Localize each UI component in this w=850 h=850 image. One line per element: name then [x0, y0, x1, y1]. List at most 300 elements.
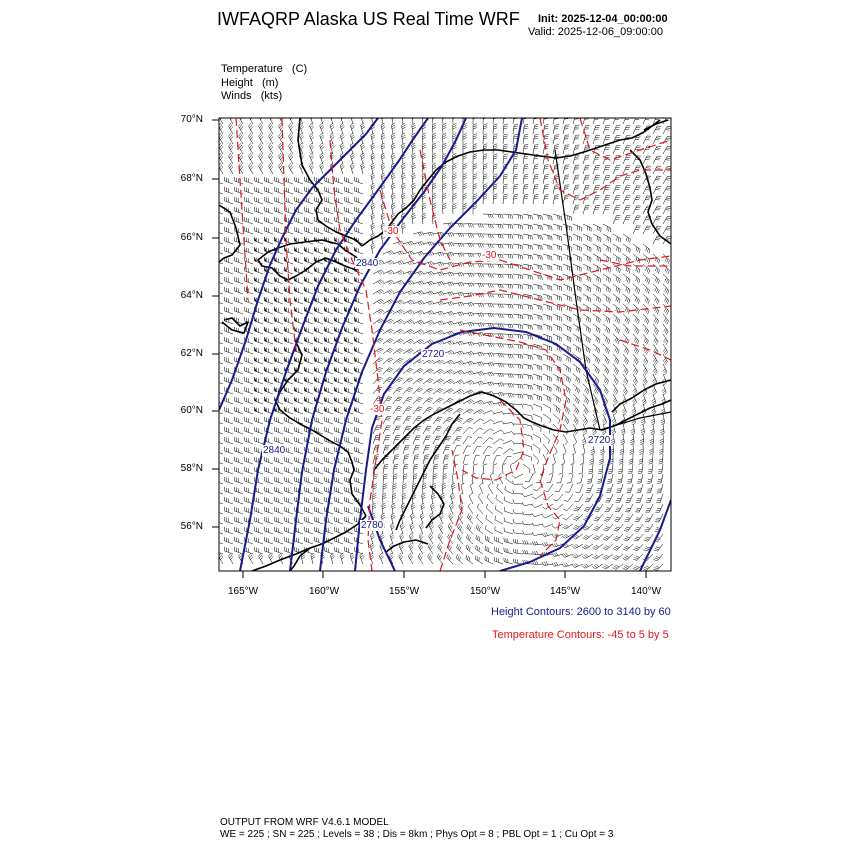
wind-barb-feather — [498, 314, 500, 318]
wind-barb-feather — [510, 265, 511, 269]
wind-barb-feather — [468, 303, 470, 307]
wind-barb-shaft — [423, 330, 431, 334]
wind-barb-feather — [544, 136, 548, 137]
wind-barb-feather — [408, 262, 411, 265]
wind-barb-feather — [412, 133, 416, 135]
wind-barb-shaft — [643, 146, 647, 154]
wind-barb-feather — [388, 379, 392, 380]
wind-barb-feather — [636, 372, 638, 375]
wind-barb-feather — [656, 238, 660, 239]
wind-barb-feather — [478, 343, 480, 346]
wind-barb-feather — [667, 168, 671, 169]
wind-barb-shaft — [523, 354, 532, 356]
wind-barb-feather — [398, 272, 401, 275]
wind-barb-feather — [490, 363, 492, 366]
wind-barb-feather — [620, 249, 621, 253]
wind-barb-shaft — [345, 271, 354, 274]
wind-barb-feather — [411, 290, 414, 293]
wind-barb-feather — [610, 228, 611, 232]
wind-barb-feather — [412, 113, 416, 115]
wind-barb-feather — [480, 244, 482, 248]
wind-barb-shaft — [633, 226, 637, 234]
wind-barb-shaft — [523, 224, 532, 226]
wind-barb-feather — [638, 248, 639, 252]
wind-barb-feather — [637, 299, 639, 303]
wind-barb-feather — [617, 237, 618, 241]
wind-barb-feather — [534, 196, 538, 197]
wind-barb-feather — [493, 168, 497, 169]
wind-barb-feather — [658, 280, 660, 284]
wind-barb-feather — [617, 319, 618, 323]
wind-barb-feather — [655, 362, 657, 365]
wind-barb-shaft — [653, 294, 659, 301]
wind-barb-shaft — [295, 181, 304, 184]
wind-barb-feather — [478, 353, 480, 356]
wind-barb-shaft — [442, 195, 443, 204]
wind-barb-feather — [250, 125, 253, 128]
wind-barb-shaft — [493, 363, 502, 364]
wind-barb-feather — [643, 368, 646, 371]
wind-barb-feather — [666, 190, 670, 191]
wind-barb-feather — [626, 297, 627, 301]
wind-barb-feather — [382, 237, 385, 239]
wind-barb-feather — [535, 174, 539, 175]
wind-barb-feather — [408, 302, 411, 305]
wind-barb-shaft — [573, 135, 576, 144]
wind-barb-feather — [498, 264, 499, 268]
wind-barb-feather — [607, 349, 609, 353]
wind-barb-feather — [289, 113, 292, 116]
wind-barb-feather — [458, 303, 460, 306]
wind-barb-feather — [389, 301, 392, 304]
wind-barb-feather — [518, 345, 519, 349]
wind-barb-feather — [544, 118, 548, 119]
wind-barb-feather — [460, 352, 463, 355]
wind-barb-feather — [468, 382, 471, 385]
wind-barb-shaft — [463, 233, 472, 234]
wind-barb-shaft — [473, 283, 482, 284]
wind-barb-feather — [483, 188, 487, 189]
wind-barb-feather — [534, 176, 538, 177]
wind-barb-feather — [597, 349, 598, 353]
wind-barb-feather — [418, 233, 420, 236]
wind-barb-feather — [428, 243, 430, 246]
wind-barb-shaft — [275, 301, 284, 304]
wind-barb-feather — [535, 114, 539, 115]
wind-barb-feather — [504, 176, 508, 177]
wind-barb-feather — [492, 343, 494, 347]
wind-barb-feather — [390, 348, 394, 350]
wind-barb-shaft — [613, 364, 619, 371]
wind-barb-feather — [657, 176, 661, 177]
wind-barb-feather — [494, 146, 498, 147]
wind-barb-feather — [450, 341, 453, 344]
wind-barb-feather — [565, 165, 569, 166]
wind-barb-feather — [299, 133, 302, 136]
wind-barb-feather — [618, 278, 619, 282]
wind-barb-feather — [430, 292, 433, 295]
wind-barb-shaft — [335, 211, 344, 214]
wind-barb-feather — [649, 260, 650, 264]
wind-barb-feather — [389, 261, 392, 264]
wind-barb-shaft — [513, 224, 522, 225]
wind-barb-shaft — [453, 370, 461, 374]
wind-barb-feather — [528, 245, 529, 249]
wind-barb-feather — [498, 304, 499, 308]
wind-barb-feather — [575, 387, 576, 391]
wind-barb-shaft — [383, 348, 390, 354]
wind-barb-feather — [598, 370, 600, 374]
wind-barb-shaft — [553, 374, 561, 378]
wind-barb-feather — [658, 260, 659, 264]
wind-barb-feather — [522, 365, 523, 369]
wind-barb-feather — [664, 370, 667, 373]
wind-barb-feather — [524, 144, 528, 145]
wind-barb-feather — [240, 165, 243, 168]
wind-barb-feather — [230, 135, 233, 138]
wind-barb-feather — [626, 237, 627, 241]
wind-barb-feather — [620, 259, 621, 263]
wind-barb-feather — [490, 274, 492, 278]
wind-barb-shaft — [225, 311, 234, 314]
wind-barb-shaft — [573, 115, 576, 124]
wind-barb-feather — [388, 252, 391, 255]
wind-barb-shaft — [623, 364, 628, 371]
wind-barb-feather — [440, 292, 443, 295]
wind-barb-feather — [321, 137, 324, 140]
wind-barb-shaft — [285, 211, 294, 214]
wind-barb-feather — [398, 262, 401, 265]
wind-barb-feather — [422, 157, 426, 159]
wind-barb-feather — [400, 339, 403, 341]
wind-barb-feather — [483, 144, 487, 145]
wind-barb-feather — [653, 379, 656, 382]
wind-barb-shaft — [275, 361, 284, 364]
wind-barb-shaft — [653, 176, 657, 184]
wind-barb-feather — [492, 333, 494, 337]
wind-barb-feather — [616, 317, 617, 321]
wind-barb-feather — [397, 331, 400, 333]
wind-barb-feather — [565, 187, 569, 188]
wind-barb-feather — [629, 300, 630, 304]
wind-barb-feather — [371, 215, 374, 217]
wind-barb-feather — [231, 147, 234, 150]
wind-barb-feather — [382, 215, 385, 217]
wind-barb-feather — [412, 153, 416, 155]
wind-barb-feather — [666, 269, 668, 273]
wind-barb-feather — [402, 167, 405, 169]
wind-barb-feather — [448, 323, 451, 326]
wind-barb-feather — [490, 304, 492, 308]
wind-barb-feather — [399, 350, 402, 352]
wind-barb-feather — [311, 127, 314, 130]
wind-barb-feather — [379, 367, 383, 369]
wind-barb-shaft — [310, 166, 314, 174]
wind-barb-feather — [478, 304, 480, 308]
wind-barb-feather — [463, 194, 467, 196]
wind-barb-shaft — [493, 244, 502, 245]
wind-barb-feather — [480, 362, 482, 365]
wind-barb-feather — [524, 194, 528, 195]
wind-barb-feather — [341, 167, 344, 170]
wind-barb-feather — [390, 251, 393, 254]
wind-barb-feather — [520, 305, 521, 309]
wind-barb-feather — [331, 115, 334, 118]
wind-barb-feather — [657, 206, 661, 207]
wind-barb-feather — [422, 203, 426, 205]
wind-barb-feather — [570, 379, 571, 383]
wind-barb-feather — [260, 165, 263, 168]
wind-barb-feather — [532, 236, 533, 240]
wind-barb-shaft — [543, 145, 545, 154]
wind-barb-feather — [442, 113, 446, 115]
wind-barb-feather — [615, 358, 617, 362]
wind-barb-shaft — [613, 156, 616, 164]
wind-barb-feather — [460, 233, 462, 237]
wind-barb-feather — [544, 116, 548, 117]
wind-barb-feather — [249, 133, 252, 136]
wind-barb-feather — [588, 391, 590, 395]
wind-barb-feather — [361, 113, 364, 115]
wind-barb-feather — [555, 185, 559, 186]
wind-barb-feather — [221, 127, 224, 130]
wind-barb-feather — [524, 134, 528, 135]
wind-barb-feather — [568, 368, 569, 372]
wind-barb-shaft — [643, 216, 647, 224]
wind-barb-shaft — [305, 321, 314, 324]
wind-barb-feather — [382, 157, 385, 159]
wind-barb-feather — [534, 126, 538, 127]
wind-barb-shaft — [483, 314, 492, 315]
wind-barb-feather — [540, 246, 541, 250]
wind-barb-shaft — [553, 264, 562, 267]
wind-barb-shaft — [403, 368, 410, 374]
wind-barb-feather — [430, 311, 433, 314]
wind-barb-shaft — [413, 359, 420, 364]
wind-barb-shaft — [513, 254, 522, 255]
wind-barb-feather — [398, 242, 401, 245]
wind-barb-shaft — [543, 254, 552, 257]
wind-barb-feather — [300, 135, 303, 138]
wind-barb-feather — [470, 362, 473, 365]
wind-barb-shaft — [523, 214, 532, 216]
wind-barb-feather — [452, 312, 455, 315]
wind-barb-shaft — [225, 251, 234, 254]
wind-barb-shaft — [653, 136, 657, 144]
wind-barb-feather — [483, 176, 487, 177]
wind-barb-feather — [452, 243, 454, 247]
wind-barb-feather — [493, 188, 497, 189]
wind-barb-shaft — [513, 185, 514, 194]
wind-barb-feather — [402, 163, 405, 165]
wind-barb-feather — [480, 274, 482, 278]
wind-barb-feather — [398, 360, 402, 362]
wind-barb-feather — [636, 339, 638, 343]
wind-barb-feather — [397, 321, 400, 324]
wind-barb-feather — [654, 318, 656, 322]
wind-barb-feather — [473, 184, 477, 185]
wind-barb-feather — [478, 323, 480, 327]
wind-barb-shaft — [663, 324, 668, 331]
wind-barb-shaft — [513, 165, 514, 174]
wind-barb-shaft — [315, 231, 324, 234]
wind-barb-shaft — [543, 165, 545, 174]
wind-barb-shaft — [285, 251, 294, 254]
wind-barb-feather — [250, 135, 253, 138]
wind-barb-feather — [241, 167, 244, 170]
wind-barb-feather — [432, 242, 434, 245]
wind-barb-feather — [565, 135, 569, 136]
wind-barb-feather — [392, 125, 395, 127]
wind-barb-feather — [532, 256, 533, 260]
wind-barb-feather — [468, 372, 471, 375]
wind-barb-feather — [585, 388, 587, 392]
wind-barb-feather — [514, 156, 518, 157]
wind-barb-feather — [451, 350, 454, 353]
wind-barb-feather — [510, 245, 511, 249]
wind-barb-feather — [399, 330, 402, 332]
wind-barb-feather — [412, 127, 416, 129]
wind-barb-feather — [530, 355, 531, 359]
wind-barb-feather — [410, 252, 413, 255]
wind-barb-feather — [510, 255, 511, 259]
wind-barb-feather — [514, 124, 518, 125]
wind-barb-feather — [542, 226, 543, 230]
wind-barb-feather — [453, 127, 457, 129]
wind-barb-feather — [483, 196, 487, 197]
wind-barb-shaft — [573, 145, 576, 154]
wind-barb-feather — [402, 147, 405, 149]
wind-barb-shaft — [423, 320, 431, 324]
wind-barb-feather — [422, 197, 426, 199]
wind-barb-shaft — [373, 309, 381, 314]
wind-barb-shaft — [383, 368, 389, 374]
wind-barb-feather — [377, 311, 380, 313]
wind-barb-feather — [433, 197, 437, 199]
wind-barb-feather — [371, 185, 374, 187]
wind-barb-feather — [468, 274, 470, 278]
wind-barb-shaft — [553, 155, 555, 164]
wind-barb-feather — [590, 319, 591, 323]
wind-barb-shaft — [613, 344, 619, 351]
wind-barb-feather — [443, 155, 447, 157]
wind-barb-shaft — [245, 251, 254, 254]
wind-barb-feather — [502, 215, 503, 219]
wind-barb-feather — [419, 370, 423, 372]
wind-barb-feather — [440, 331, 443, 334]
wind-barb-shaft — [463, 253, 472, 254]
wind-barb-feather — [270, 125, 273, 128]
wind-barb-feather — [400, 242, 403, 245]
wind-barb-feather — [420, 378, 424, 380]
wind-barb-feather — [620, 239, 621, 243]
wind-barb-feather — [571, 338, 572, 342]
wind-barb-feather — [450, 283, 452, 286]
wind-barb-feather — [391, 280, 394, 283]
wind-barb-shaft — [543, 294, 552, 297]
wind-barb-feather — [599, 329, 600, 333]
wind-barb-feather — [410, 378, 414, 380]
wind-barb-feather — [514, 184, 518, 185]
wind-barb-feather — [532, 336, 533, 340]
wind-barb-feather — [565, 117, 569, 118]
wind-barb-feather — [608, 298, 609, 302]
wind-barb-shaft — [473, 274, 482, 275]
wind-barb-feather — [463, 196, 467, 198]
wind-barb-shaft — [573, 264, 581, 268]
wind-barb-shaft — [543, 324, 552, 327]
wind-barb-shaft — [255, 181, 264, 184]
wind-barb-feather — [502, 314, 503, 318]
wind-barb-feather — [656, 148, 660, 149]
wind-barb-feather — [251, 147, 254, 150]
wind-barb-feather — [471, 380, 474, 383]
wind-barb-feather — [512, 265, 513, 269]
wind-barb-feather — [544, 166, 548, 167]
wind-barb-feather — [626, 287, 627, 291]
wind-barb-feather — [320, 125, 323, 128]
wind-barb-feather — [259, 133, 262, 136]
wind-barb-feather — [528, 355, 529, 359]
wind-barb-shaft — [623, 196, 627, 204]
wind-barb-feather — [417, 381, 421, 383]
wind-barb-feather — [504, 128, 508, 129]
wind-barb-feather — [440, 233, 442, 236]
wind-barb-feather — [624, 358, 626, 362]
wind-barb-feather — [397, 380, 401, 382]
wind-barb-feather — [522, 255, 523, 259]
wind-barb-feather — [271, 127, 274, 130]
wind-barb-feather — [508, 294, 509, 298]
wind-barb-feather — [470, 273, 472, 277]
wind-barb-shaft — [533, 195, 535, 204]
wind-barb-shaft — [255, 281, 264, 284]
wind-barb-feather — [512, 225, 513, 229]
wind-barb-feather — [498, 364, 500, 368]
wind-barb-feather — [666, 140, 670, 141]
wind-barb-feather — [498, 234, 499, 238]
wind-barb-feather — [508, 384, 510, 388]
wind-barb-feather — [473, 126, 477, 127]
wind-barb-feather — [453, 197, 457, 199]
wind-barb-feather — [470, 224, 472, 228]
wind-barb-feather — [524, 178, 528, 179]
wind-barb-feather — [500, 284, 501, 288]
wind-barb-feather — [448, 332, 451, 335]
wind-barb-feather — [524, 176, 528, 177]
wind-barb-feather — [458, 273, 460, 277]
wind-barb-feather — [626, 329, 628, 333]
wind-barb-feather — [610, 289, 611, 293]
wind-barb-shaft — [503, 234, 512, 235]
wind-barb-feather — [534, 138, 538, 139]
wind-barb-feather — [392, 215, 395, 217]
wind-barb-feather — [473, 134, 477, 135]
wind-barb-feather — [579, 369, 580, 373]
wind-barb-feather — [473, 138, 477, 139]
wind-barb-feather — [530, 215, 531, 219]
wind-barb-feather — [448, 243, 450, 247]
wind-barb-feather — [646, 299, 648, 303]
wind-barb-shaft — [593, 224, 601, 228]
wind-barb-feather — [386, 380, 390, 381]
wind-barb-feather — [422, 242, 424, 245]
wind-barb-feather — [351, 135, 354, 138]
wind-barb-feather — [382, 165, 385, 167]
wind-barb-feather — [609, 330, 610, 334]
wind-barb-shaft — [245, 361, 254, 364]
wind-barb-feather — [380, 358, 384, 360]
